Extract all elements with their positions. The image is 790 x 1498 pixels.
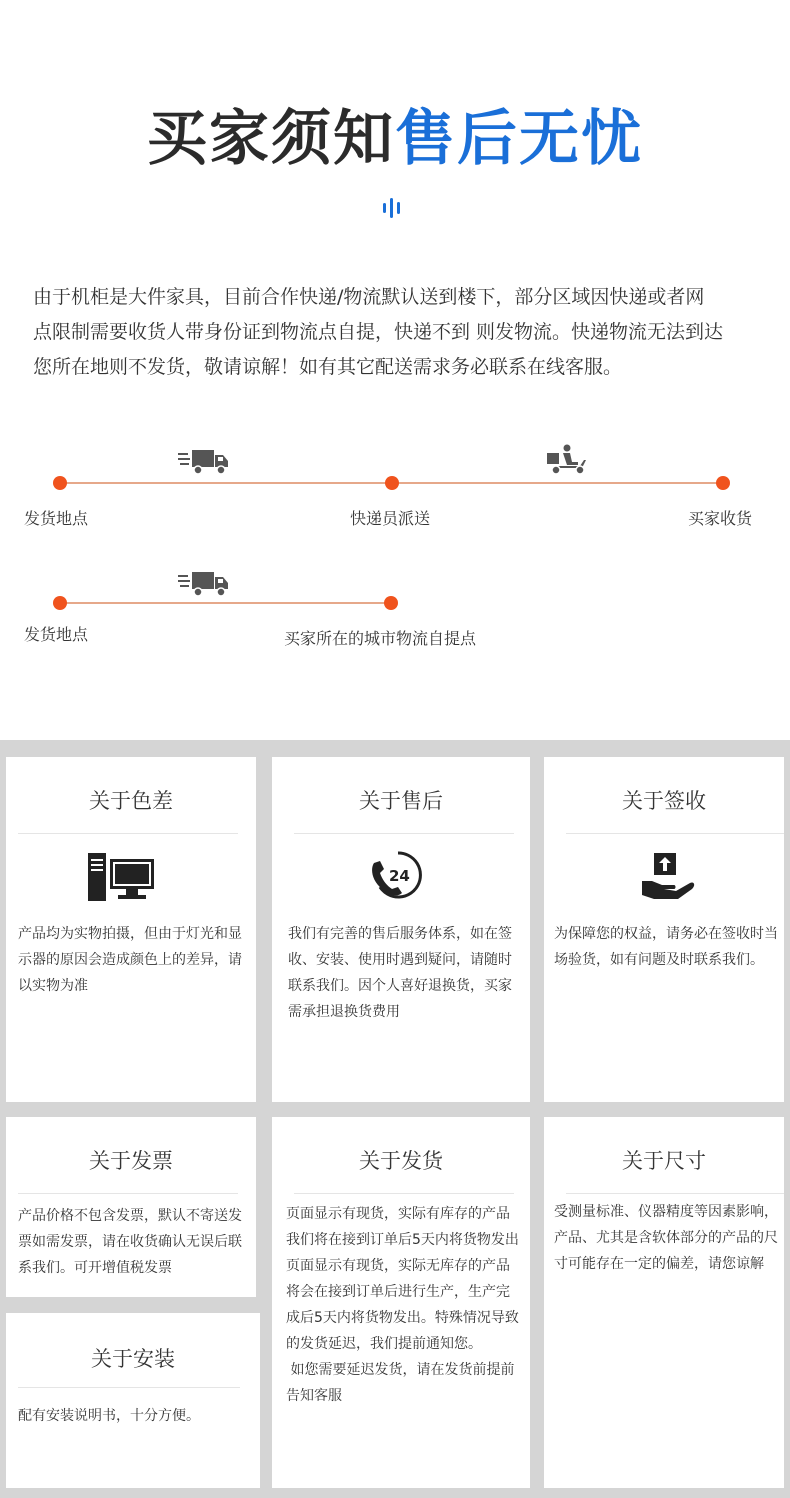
flow-dot: [53, 596, 67, 610]
divider: [18, 833, 238, 834]
delivery-scooter-icon: [544, 444, 588, 476]
divider: [18, 1387, 240, 1388]
card-line: 产品价格不包含发票，默认不寄送发: [18, 1208, 242, 1224]
card-line: 产品、尤其是含软体部分的产品的尺: [554, 1230, 778, 1246]
truck-icon: [178, 570, 230, 598]
card-line: 告知客服: [286, 1388, 342, 1404]
flow-step-label: 买家收货: [688, 509, 753, 528]
flow-dot: [716, 476, 730, 490]
intro-line: 由于机柜是大件家具，目前合作快递/物流默认送到楼下，部分区域因快递或者网: [33, 286, 705, 308]
intro-line: 您所在地则不发货，敬请谅解！如有其它配送需求务必联系在线客服。: [33, 356, 623, 378]
card-title: 关于售后: [359, 789, 443, 813]
card-line: 票如需发票，请在收货确认无误后联: [18, 1234, 242, 1250]
card-line: 成后5天内将货物发出。特殊情况导致: [286, 1310, 519, 1326]
intro-line: 点限制需要收货人带身份证到物流点自提，快递不到 则发物流。快递物流无法到达: [33, 321, 724, 343]
card-title: 关于色差: [89, 789, 173, 813]
card-line: 为保障您的权益，请务必在签收时当: [554, 926, 778, 942]
info-panel: [0, 740, 790, 1498]
card-line: 收、安装、使用时遇到疑问，请随时: [288, 952, 512, 968]
card-title: 关于发货: [359, 1149, 443, 1173]
card-sign: [544, 757, 784, 1102]
card-size: [544, 1117, 784, 1488]
flow-step-label: 买家所在的城市物流自提点: [284, 629, 477, 648]
card-line: 我们将在接到订单后5天内将货物发出: [286, 1232, 519, 1248]
flow-dot: [53, 476, 67, 490]
card-line: 页面显示有现货，实际有库存的产品: [286, 1206, 510, 1222]
24-hour-phone-icon: [368, 849, 428, 901]
card-title: 关于发票: [89, 1149, 173, 1173]
card-line: 产品均为实物拍摄，但由于灯光和显: [18, 926, 242, 942]
card-line: 页面显示有现货，实际无库存的产品: [286, 1258, 510, 1274]
card-color: [6, 757, 256, 1102]
flow-dot: [385, 476, 399, 490]
card-line: 受测量标准、仪器精度等因素影响，: [554, 1204, 778, 1220]
card-install: [6, 1313, 260, 1488]
card-line: 的发货延迟，我们提前通知您。: [286, 1336, 482, 1352]
card-line: 配有安装说明书，十分方便。: [18, 1408, 200, 1424]
flow-step-label: 发货地点: [24, 509, 89, 528]
card-line: 示器的原因会造成颜色上的差异，请: [18, 952, 242, 968]
card-line: 将会在接到订单后进行生产，生产完: [286, 1284, 510, 1300]
flow-step-label: 发货地点: [24, 625, 89, 644]
flow-dot: [384, 596, 398, 610]
card-body: [18, 1203, 242, 1281]
card-line: 寸可能存在一定的偏差，请您谅解: [554, 1256, 764, 1272]
card-body: [288, 921, 512, 1025]
card-line: 系我们。可开增值税发票: [18, 1260, 172, 1276]
flow-line: [60, 602, 391, 604]
divider: [566, 833, 784, 834]
flow-step-label: 快递员派送: [350, 509, 431, 528]
title-part-2: 售后无忧: [395, 104, 643, 174]
divider: [566, 1193, 784, 1194]
intro-paragraph: [33, 280, 763, 385]
sound-bars-icon: [383, 198, 407, 218]
card-title: 关于尺寸: [622, 1149, 706, 1173]
divider: [18, 1193, 238, 1194]
card-line: 如您需要延迟发货，请在发货前提前: [286, 1362, 515, 1378]
card-body: [286, 1201, 519, 1409]
card-line: 场验货，如有问题及时联系我们。: [554, 952, 764, 968]
desktop-computer-icon: [88, 853, 154, 903]
truck-icon: [178, 448, 230, 476]
page-title: [0, 104, 790, 174]
card-line: 我们有完善的售后服务体系，如在签: [288, 926, 512, 942]
card-title: 关于安装: [91, 1347, 175, 1371]
card-body: [18, 921, 242, 999]
card-body: [554, 921, 778, 973]
card-title: 关于签收: [622, 789, 706, 813]
card-line: 需承担退换货费用: [288, 1004, 400, 1020]
divider: [294, 1193, 514, 1194]
card-after-sales: [272, 757, 530, 1102]
card-invoice: [6, 1117, 256, 1297]
card-shipping: [272, 1117, 530, 1488]
card-body: [18, 1403, 200, 1429]
svg-text:24: 24: [389, 867, 410, 885]
card-line: 以实物为准: [18, 978, 88, 994]
divider: [294, 833, 514, 834]
card-body: [554, 1199, 778, 1277]
card-line: 联系我们。因个人喜好退换货，买家: [288, 978, 512, 994]
package-in-hand-icon: [640, 851, 696, 903]
title-part-1: 买家须知: [147, 104, 395, 174]
